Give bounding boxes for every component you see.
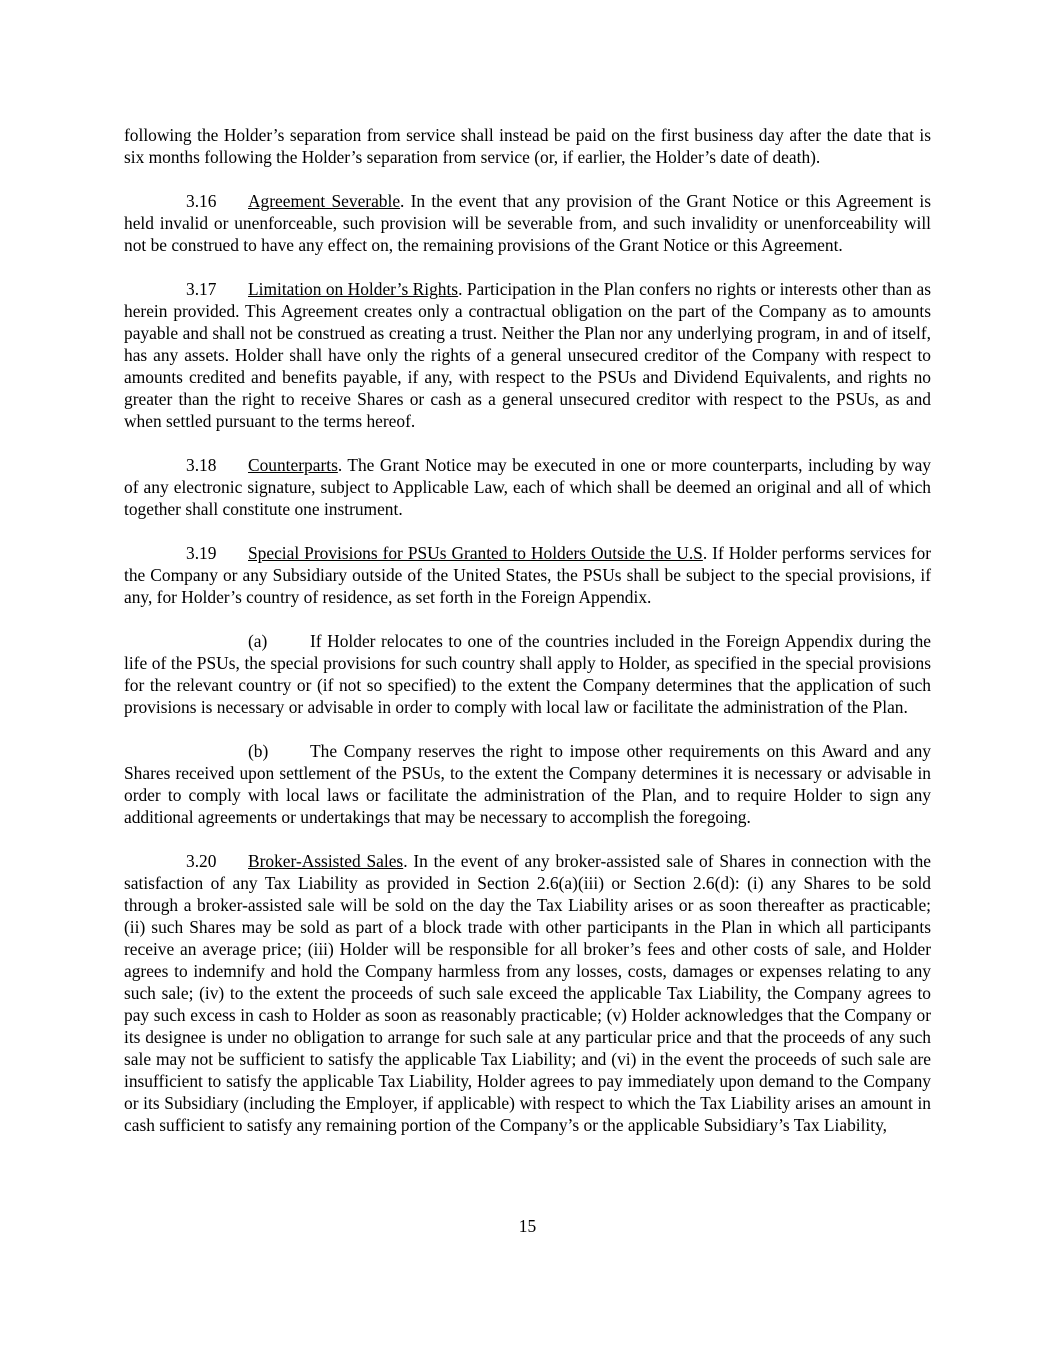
section-text: . If Holder performs services for the Company or any Subsidiary outside of the United States, the PSUs shall be subject to the special provisions, if any, for Holder’s country of residence, as set forth in the Foreign Appendix. [124,543,931,607]
section-number: 3.17 [186,279,217,299]
section-heading: Special Provisions for PSUs Granted to Holders Outside the U.S [248,543,703,563]
section-3-17 [124,278,931,432]
section-heading: Counterparts [248,455,338,475]
subsection-number: (b) [248,741,269,761]
subsection-text: If Holder relocates to one of the countries included in the Foreign Appendix during the life of the PSUs, the special provisions for such country shall apply to Holder, as specified in the special provisions for the relevant country or (if not so specified) to the extent the Company determines that the application of such provisions is necessary or advisable in order to comply with local law or facilitate the administration of the Plan. [124,631,931,717]
section-text: . Participation in the Plan confers no rights or interests other than as herein provided. This Agreement creates only a contractual obligation on the part of the Company as to amounts payable and shall not be construed as creating a trust. Neither the Plan nor any underlying program, in and of itself, has any assets. Holder shall have only the rights of a general unsecured creditor of the Company with respect to amounts credited and benefits payable, if any, with respect to the PSUs and Dividend Equivalents, and rights no greater than the right to receive Shares or cash as a general unsecured creditor with respect to the PSUs, as and when settled pursuant to the terms hereof. [124,279,931,431]
section-number: 3.18 [186,455,217,475]
section-3-19-a [124,630,931,718]
section-heading: Broker-Assisted Sales [248,851,404,871]
section-text: . In the event that any provision of the Grant Notice or this Agreement is held invalid or unenforceable, such provision will be severable from, and such invalidity or unenforceability will not be construed to have any effect on, the remaining provisions of the Grant Notice or this Agreement. [124,191,931,255]
page-number: 15 [518,1216,537,1236]
section-3-16 [124,190,931,256]
subsection-text: The Company reserves the right to impose other requirements on this Award and any Shares received upon settlement of the PSUs, to the extent the Company determines it is necessary or advisable in order to comply with local laws or facilitate the administration of the Plan, and to require Holder to sign any additional agreements or undertakings that may be necessary to accomplish the foregoing. [124,741,931,827]
section-3-18 [124,454,931,520]
section-text: . The Grant Notice may be executed in one or more counterparts, including by way of any electronic signature, subject to Applicable Law, each of which shall be deemed an original and all of which together shall constitute one instrument. [124,455,931,519]
document-page [124,124,931,1158]
section-3-20 [124,850,931,1136]
section-heading: Agreement Severable [248,191,401,211]
section-heading: Limitation on Holder’s Rights [248,279,459,299]
paragraph-continuation [124,124,931,168]
section-number: 3.20 [186,851,217,871]
section-number: 3.19 [186,543,217,563]
paragraph-text: following the Holder’s separation from service shall instead be paid on the first business day after the date that is six months following the Holder’s separation from service (or, if earlier, the Holder’s date of death). [124,125,931,167]
section-number: 3.16 [186,191,217,211]
section-text: . In the event of any broker-assisted sale of Shares in connection with the satisfaction of any Tax Liability as provided in Section 2.6(a)(iii) or Section 2.6(d): (i) any Shares to be sold through a broker-assisted sale will be sold on the day the Tax Liability arises or as soon thereafter as practicable; (ii) such Shares may be sold as part of a block trade with other participants in the Plan in which all participants receive an average price; (iii) Holder will be responsible for all broker’s fees and other costs of sale, and Holder agrees to indemnify and hold the Company harmless from any losses, costs, damages or expenses relating to any such sale; (iv) to the extent the proceeds of such sale exceed the applicable Tax Liability, the Company agrees to pay such excess in cash to Holder as soon as reasonably practicable; (v) Holder acknowledges that the Company or its designee is under no obligation to arrange for such sale at any particular price and that the proceeds of any such sale may not be sufficient to satisfy the applicable Tax Liability; and (vi) in the event the proceeds of such sale are insufficient to satisfy the applicable Tax Liability, Holder agrees to pay immediately upon demand to the Company or its Subsidiary (including the Employer, if applicable) with respect to which the Tax Liability arises an amount in cash sufficient to satisfy any remaining portion of the Company’s or the applicable Subsidiary’s Tax Liability, [124,851,931,1135]
subsection-number: (a) [248,631,268,651]
section-3-19 [124,542,931,608]
section-3-19-b [124,740,931,828]
